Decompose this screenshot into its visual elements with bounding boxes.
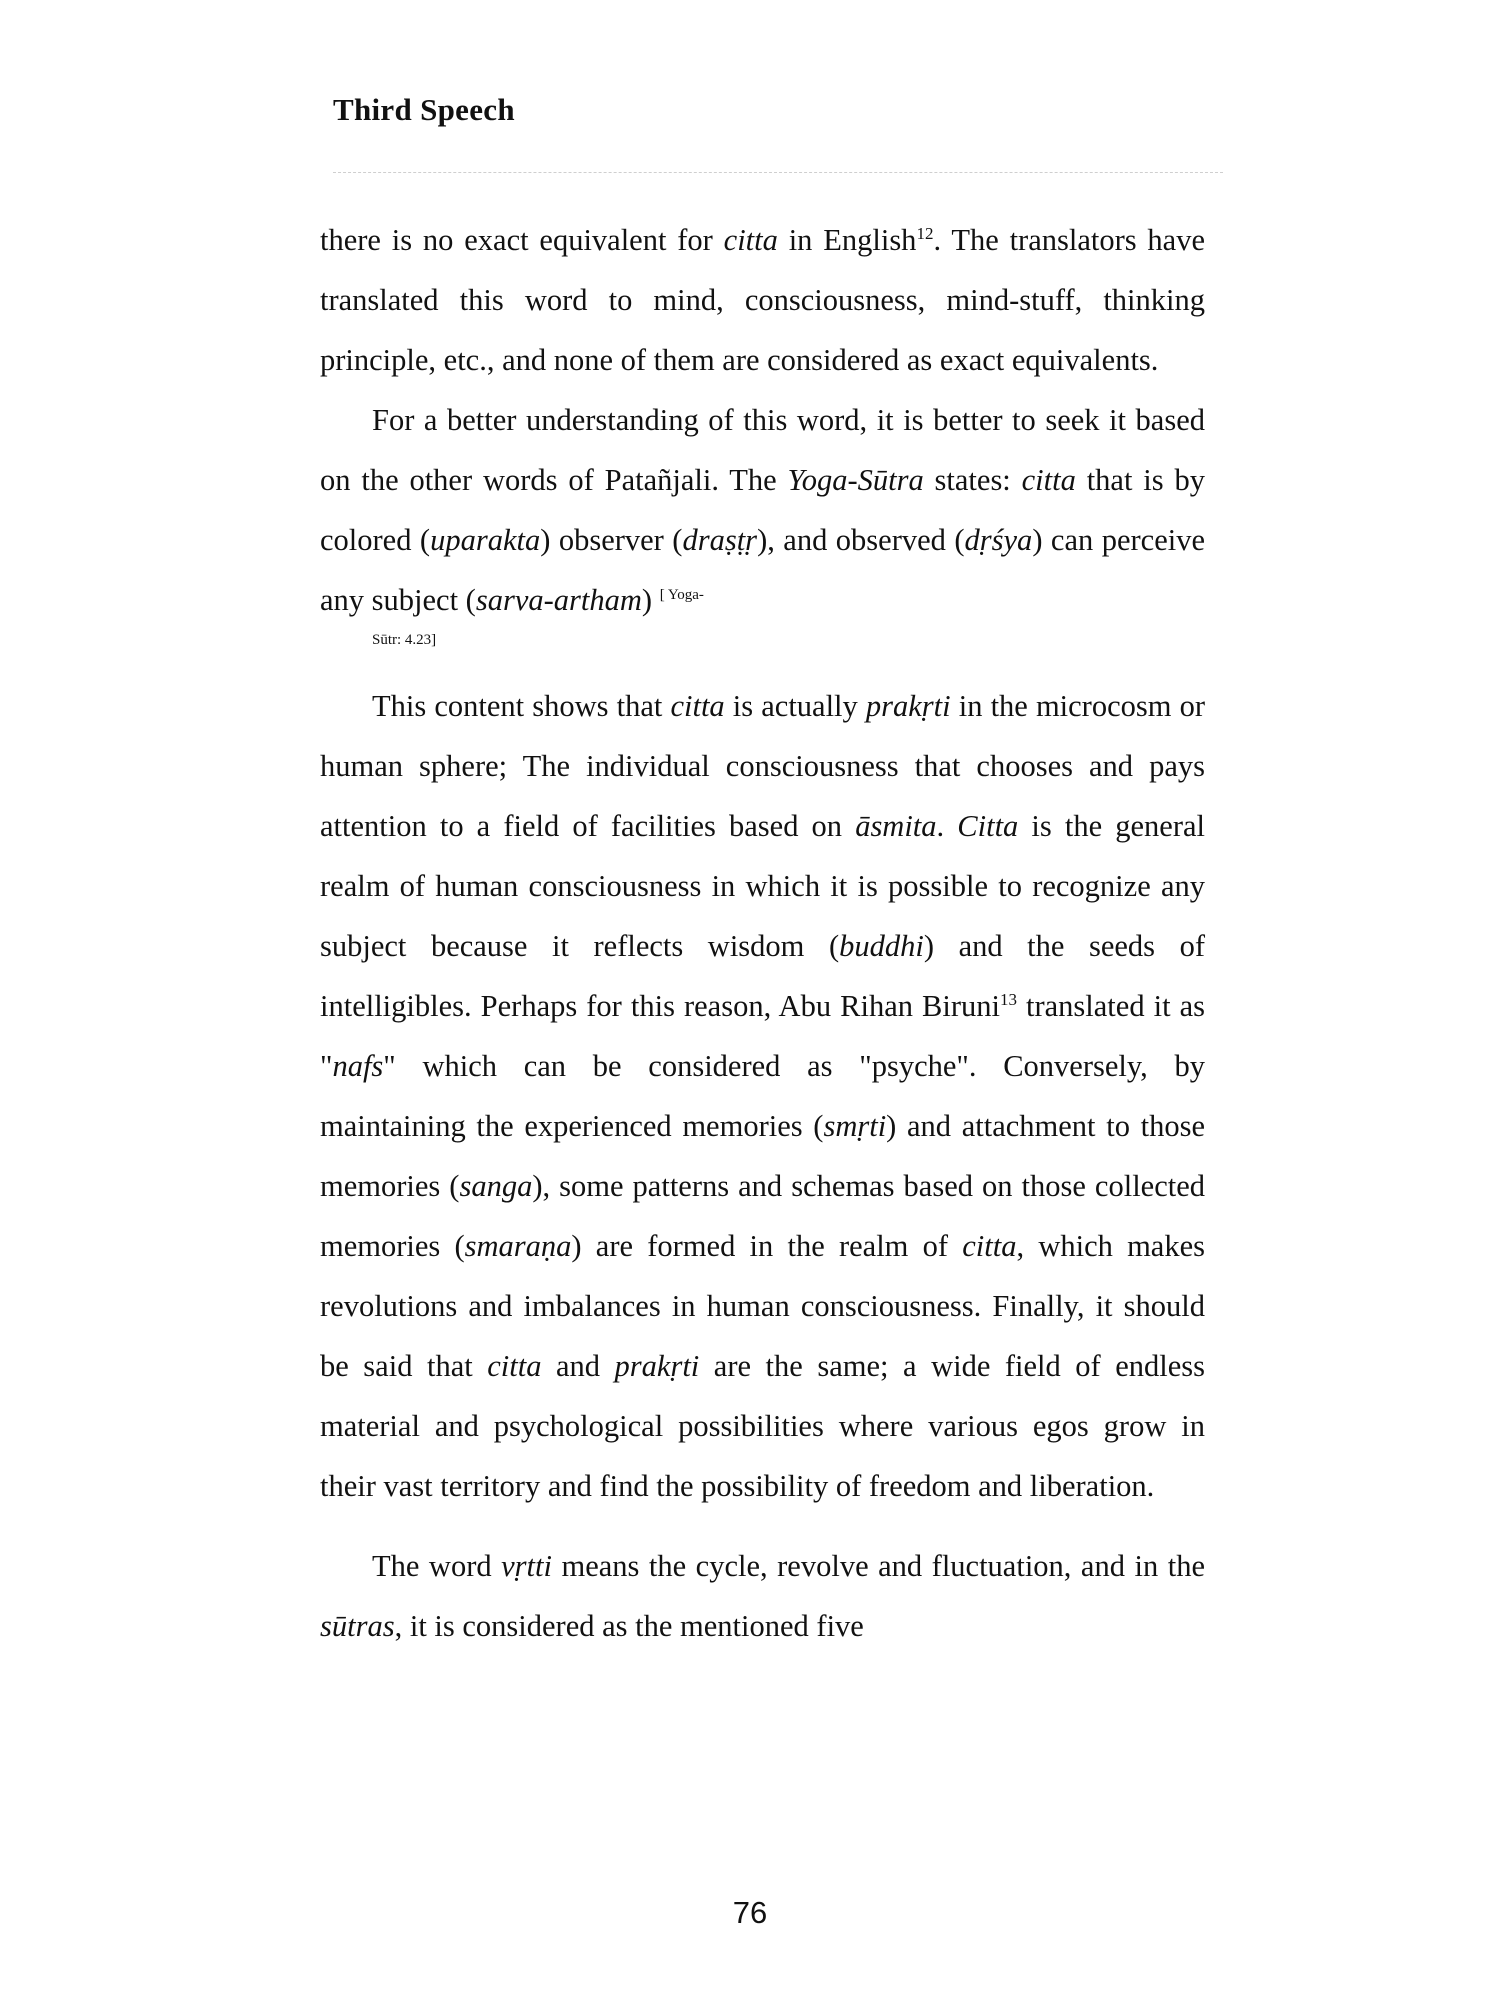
italic-term: āsmita: [855, 809, 937, 843]
footnote-ref: 12: [916, 223, 934, 243]
italic-term: draṣṭṛ: [682, 523, 758, 557]
italic-term: citta: [670, 689, 725, 723]
italic-term: dṛśya: [964, 523, 1033, 557]
italic-term: Citta: [957, 809, 1019, 843]
italic-term: nafs: [332, 1049, 384, 1083]
text: . The translators have translated this word to mind, consciousness, mind-stuff, thinking principle, etc., and none of them are considered as exact equivalents.: [320, 223, 1206, 377]
running-header: Third Speech: [333, 92, 515, 127]
italic-term: smṛti: [823, 1109, 887, 1143]
text: that is by colored (: [320, 463, 1205, 557]
paragraph-1: [320, 210, 1205, 390]
italic-term: sūtras: [320, 1609, 395, 1643]
text: , which makes revolutions and imbalances in human consciousness. Finally, it should be said that: [320, 1229, 1205, 1383]
italic-term: prakṛti: [614, 1349, 700, 1383]
text: This content shows that: [372, 689, 671, 723]
text: ) and attachment to those memories (: [320, 1109, 1206, 1203]
text: For a better understanding of this word, it is better to seek it based on the other words of Patañjali. The: [320, 403, 1205, 497]
italic-term: vṛtti: [501, 1549, 552, 1583]
text: is actually: [724, 689, 866, 723]
italic-term: prakṛti: [865, 689, 951, 723]
text: ): [641, 583, 660, 617]
text: in the microcosm or human sphere; The individual consciousness that chooses and pays attention to a field of facilities based on: [320, 689, 1205, 843]
italic-term: buddhi: [839, 929, 924, 963]
italic-term: sanga: [459, 1169, 533, 1203]
text: there is no exact equivalent for: [320, 223, 724, 257]
text: translated it as ": [320, 989, 1205, 1083]
text: ), and observed (: [757, 523, 965, 557]
text: and: [541, 1349, 615, 1383]
text: The word: [372, 1549, 502, 1583]
text: ), some patterns and schemas based on those collected memories (: [320, 1169, 1206, 1263]
text: ) observer (: [540, 523, 683, 557]
page-number: 76: [732, 1895, 768, 1930]
header-divider: [333, 172, 1223, 173]
italic-term: citta: [723, 223, 778, 257]
paragraph-4: [320, 1536, 1205, 1656]
text: ) and the seeds of intelligibles. Perhaps for this reason, Abu Rihan Biruni: [320, 929, 1205, 1023]
body-text: [320, 210, 1205, 1656]
citation-end: Sūtr: 4.23]: [372, 632, 437, 648]
text: " which can be considered as "psyche". Conversely, by maintaining the experienced memories (: [320, 1049, 1205, 1143]
italic-term: citta: [962, 1229, 1017, 1263]
text: , it is considered as the mentioned five: [394, 1609, 864, 1643]
text: ) are formed in the realm of: [571, 1229, 963, 1263]
text: in English: [777, 223, 917, 257]
italic-term: uparakta: [430, 523, 541, 557]
italic-term: smaraṇa: [464, 1229, 572, 1263]
text: means the cycle, revolve and fluctuation, and in the: [551, 1549, 1205, 1583]
text: is the general realm of human consciousness in which it is possible to recognize any subject because it reflects wisdom (: [320, 809, 1205, 963]
paragraph-3: [320, 676, 1205, 1516]
citation-start: [ Yoga-: [659, 586, 704, 603]
italic-term: sarva-artham: [475, 583, 642, 617]
footnote-ref: 13: [999, 989, 1017, 1009]
text: states:: [923, 463, 1022, 497]
text: ) can perceive any subject (: [320, 523, 1205, 617]
text: .: [936, 809, 958, 843]
italic-term: citta: [487, 1349, 542, 1383]
italic-term: Yoga-Sūtra: [787, 463, 924, 497]
italic-term: citta: [1021, 463, 1076, 497]
paragraph-2: [320, 390, 1205, 656]
text: are the same; a wide field of endless material and psychological possibilities where various egos grow in their vast territory and find the possibility of freedom and liberation.: [320, 1349, 1206, 1503]
